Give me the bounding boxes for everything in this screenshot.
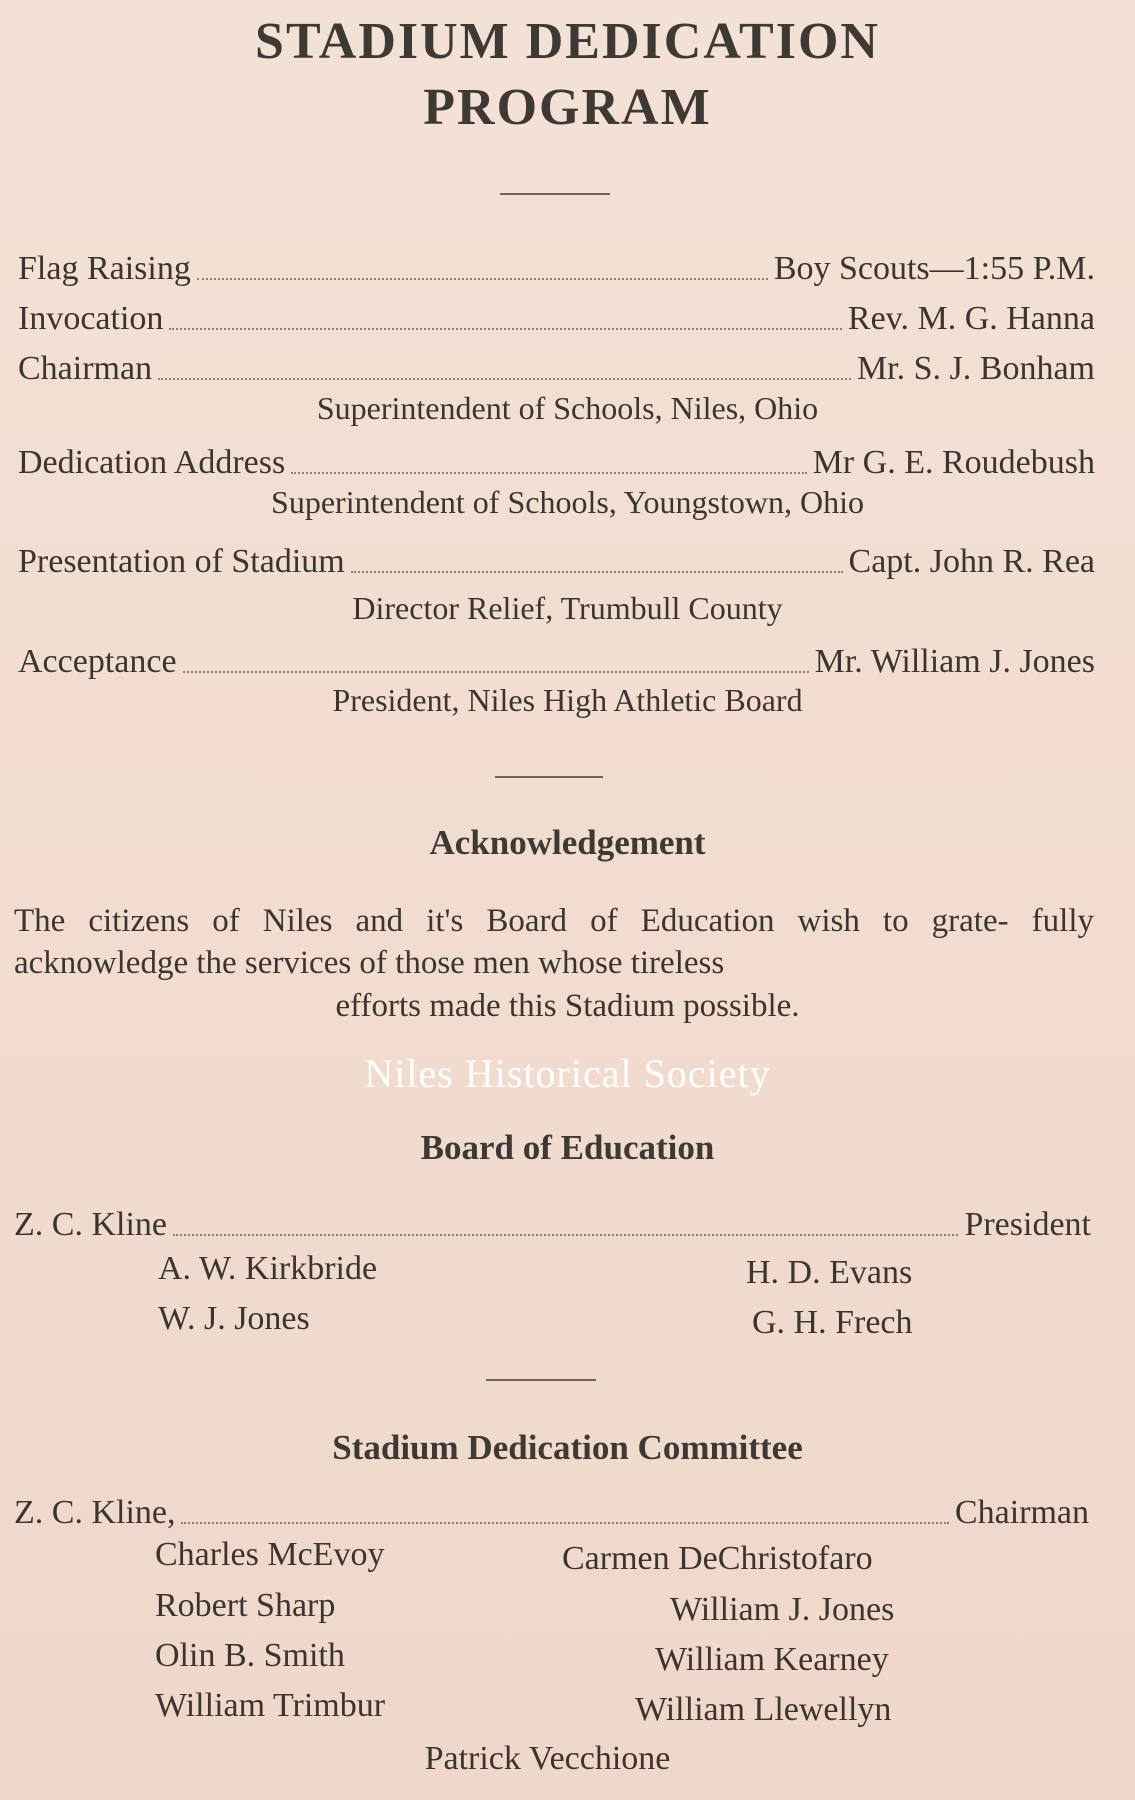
program-subtitle: President, Niles High Athletic Board xyxy=(332,682,803,718)
title-line-2: PROGRAM xyxy=(423,79,712,136)
program-row-invocation xyxy=(18,292,1095,338)
watermark: Niles Historical Society xyxy=(364,1051,771,1096)
dot-leader xyxy=(181,1521,948,1524)
dot-leader xyxy=(173,1233,958,1236)
board-member: W. J. Jones xyxy=(158,1300,310,1337)
committee-member: Patrick Vecchione xyxy=(424,1740,671,1777)
board-heading: Board of Education xyxy=(420,1128,715,1167)
program-label: Chairman xyxy=(18,350,153,387)
program-value: Capt. John R. Rea xyxy=(848,543,1095,580)
program-label: Flag Raising xyxy=(18,250,191,287)
committee-lead-name: Z. C. Kline, xyxy=(14,1494,176,1531)
program-row-acceptance xyxy=(18,635,1095,681)
divider xyxy=(500,193,610,195)
program-row-flag-raising xyxy=(18,242,1095,288)
program-label: Invocation xyxy=(18,300,164,337)
dot-leader xyxy=(183,670,809,673)
committee-member: William Kearney xyxy=(655,1641,889,1678)
program-value: Rev. M. G. Hanna xyxy=(847,300,1095,337)
board-lead-name: Z. C. Kline xyxy=(14,1206,167,1243)
acknowledgement-heading: Acknowledgement xyxy=(429,823,706,862)
committee-member: William Trimbur xyxy=(155,1687,386,1724)
board-member: G. H. Frech xyxy=(752,1304,913,1341)
program-subtitle: Director Relief, Trumbull County xyxy=(352,590,783,626)
board-president-row xyxy=(14,1198,1091,1244)
committee-member: Carmen DeChristofaro xyxy=(562,1540,873,1577)
program-value: Mr G. E. Roudebush xyxy=(812,444,1095,481)
dot-leader xyxy=(351,570,843,573)
committee-member: William Llewellyn xyxy=(635,1691,892,1728)
dot-leader xyxy=(197,277,768,280)
program-row-dedication-address xyxy=(18,436,1095,482)
dot-leader xyxy=(291,471,806,474)
dot-leader xyxy=(158,377,851,380)
committee-lead-role: Chairman xyxy=(954,1494,1089,1531)
board-member: A. W. Kirkbride xyxy=(158,1250,378,1287)
program-value: Mr. S. J. Bonham xyxy=(856,350,1095,387)
committee-chairman-row xyxy=(14,1486,1089,1532)
program-value: Boy Scouts—1:55 P.M. xyxy=(773,250,1095,287)
program-value: Mr. William J. Jones xyxy=(814,643,1095,680)
board-lead-role: President xyxy=(964,1206,1091,1243)
committee-heading: Stadium Dedication Committee xyxy=(332,1428,803,1467)
acknowledgement-text: The citizens of Niles and it's Board of Education wish to grate- fully acknowledge the services of those men whose tireless xyxy=(14,903,1094,981)
program-subtitle: Superintendent of Schools, Youngstown, Ohio xyxy=(271,484,864,520)
committee-member: William J. Jones xyxy=(670,1591,895,1628)
program-label: Dedication Address xyxy=(18,444,286,481)
committee-member: Olin B. Smith xyxy=(155,1637,345,1674)
program-subtitle: Superintendent of Schools, Niles, Ohio xyxy=(316,390,819,426)
board-member: H. D. Evans xyxy=(746,1254,913,1291)
divider xyxy=(495,776,603,778)
program-row-presentation xyxy=(18,535,1095,581)
program-row-chairman xyxy=(18,342,1095,388)
dot-leader xyxy=(169,327,842,330)
program-label: Presentation of Stadium xyxy=(18,543,345,580)
committee-member: Charles McEvoy xyxy=(155,1536,385,1573)
divider xyxy=(486,1379,596,1381)
committee-member: Robert Sharp xyxy=(155,1587,336,1624)
title-line-1: STADIUM DEDICATION xyxy=(255,13,880,70)
program-label: Acceptance xyxy=(18,643,177,680)
acknowledgement-text-end: efforts made this Stadium possible. xyxy=(335,988,800,1024)
